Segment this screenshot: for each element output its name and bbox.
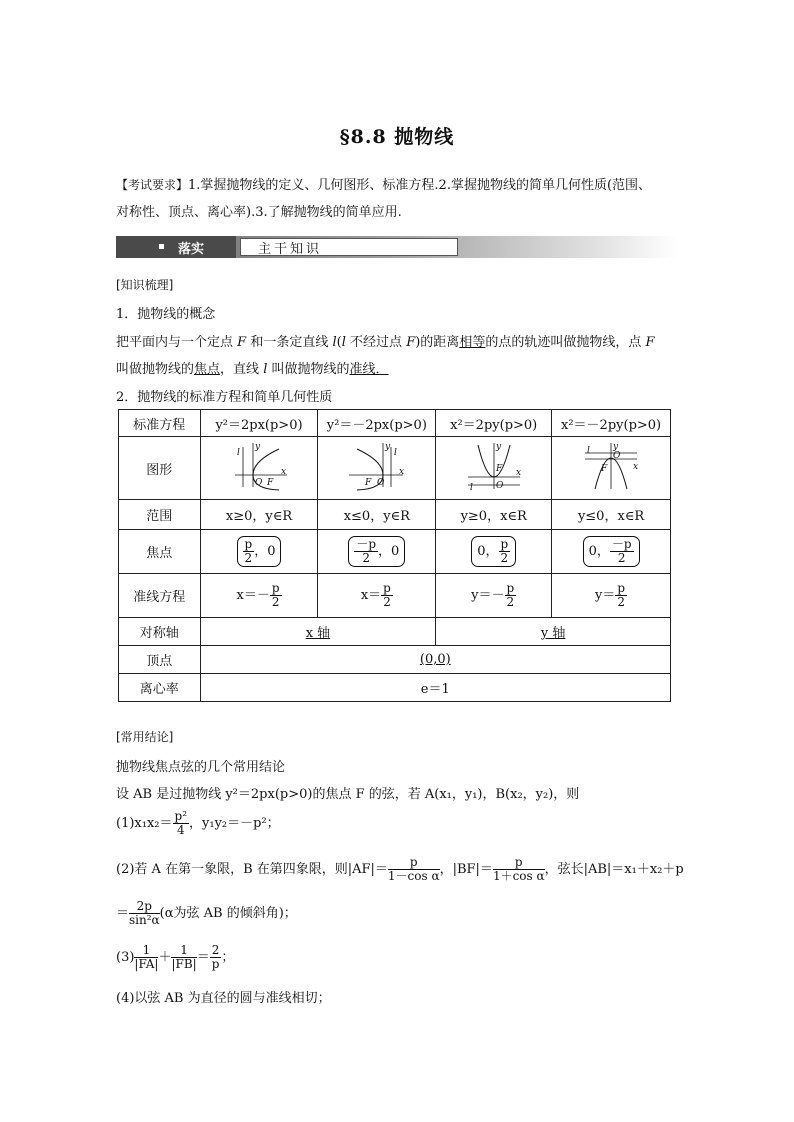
table-row [119, 618, 671, 646]
parabola-down-graph [581, 441, 641, 491]
table-row [119, 674, 671, 702]
focus-cell: $\frac{p}{2}$ ，0 [200, 530, 318, 574]
directrix-cell: x＝－ $\frac{p}{2}$ [200, 574, 318, 618]
svg-text:F: F [364, 478, 372, 488]
svg-text:x: x [633, 462, 639, 472]
requirements-line-1: 1.掌握抛物线的定义、几何图形、标准方程.2.掌握抛物线的简单几何性质(范围、 [188, 178, 652, 193]
directrix-term: 准线． [349, 362, 389, 377]
range-cell: x≥0，y∈R [200, 500, 318, 530]
svg-text:y: y [495, 442, 501, 452]
conclusions-setup: 设 AB 是过抛物线 y²＝2px(p>0)的焦点 F 的弦，若 A(x₁，y₁)，B(x₂，y₂)，则 [116, 787, 580, 802]
equation-cell: y²＝－2px(p>0) [318, 410, 436, 437]
focus-cell: 0， $\frac{-p}{2}$ [552, 530, 671, 574]
range-cell: y≤0，x∈R [552, 500, 671, 530]
table-title: 2．抛物线的标准方程和简单几何性质 [116, 390, 333, 405]
concept-title: 1．抛物线的概念 [116, 307, 216, 322]
axis-x-cell: x 轴 [200, 618, 436, 646]
focus-cell: $\frac{-p}{2}$ ，0 [318, 530, 436, 574]
table-row [119, 646, 671, 674]
row-label: 顶点 [119, 646, 201, 674]
graph-cell [318, 437, 436, 500]
directrix-cell: x＝ $\frac{p}{2}$ [318, 574, 436, 618]
equal-term: 相等 [459, 335, 486, 350]
directrix-cell: y＝－ $\frac{p}{2}$ [436, 574, 552, 618]
graph-cell [552, 437, 671, 500]
focus-cell: 0， $\frac{p}{2}$ [436, 530, 552, 574]
row-label: 焦点 [119, 530, 201, 574]
eccentricity-cell: e＝1 [200, 674, 670, 702]
parabola-right-graph [229, 441, 289, 491]
row-label: 图形 [119, 437, 201, 500]
axis-y-cell: y 轴 [436, 618, 671, 646]
svg-text:O: O [613, 451, 621, 461]
svg-text:x: x [398, 467, 404, 477]
properties-table [118, 409, 671, 702]
table-row [119, 574, 671, 618]
row-label: 范围 [119, 500, 201, 530]
table-row [119, 530, 671, 574]
conclusions-intro: 抛物线焦点弦的几个常用结论 [116, 760, 286, 775]
svg-text:l: l [237, 448, 240, 458]
requirements-tag: 【考试要求】 [116, 178, 189, 192]
svg-text:y: y [255, 442, 261, 452]
page-title: §8.8 抛物线 [339, 126, 455, 148]
svg-text:y: y [384, 442, 390, 452]
svg-text:F: F [267, 478, 274, 488]
parabola-left-graph [347, 441, 407, 491]
square-bullet-icon [159, 244, 164, 249]
concept-line-1: 把平面内与一个定点 F 和一条定直线 l(l 不经过点 F)的距离相等的点的轨迹叫做抛物线，点 F [116, 335, 655, 350]
svg-text:O: O [376, 478, 385, 488]
conclusions-tag: [常用结论] [116, 730, 174, 744]
svg-text:l: l [587, 446, 590, 456]
svg-text:O: O [255, 478, 263, 488]
svg-text:l: l [469, 483, 473, 491]
svg-text:F: F [601, 464, 608, 474]
equation-cell: x²＝2py(p>0) [436, 410, 552, 437]
parabola-up-graph [464, 441, 524, 491]
svg-text:l: l [393, 448, 397, 458]
graph-cell [436, 437, 552, 500]
banner-label-1: 落实 [178, 242, 205, 257]
table-row [119, 437, 671, 500]
equation-cell: x²＝－2py(p>0) [552, 410, 671, 437]
svg-text:x: x [515, 468, 521, 478]
row-label: 标准方程 [119, 410, 201, 437]
equation-cell: y²＝2px(p>0) [200, 410, 318, 437]
knowledge-tag: [知识梳理] [116, 278, 174, 292]
section-banner [116, 236, 678, 258]
conclusion-3: (3) $\frac{1}{|FA|}$ ＋ $\frac{1}{|FB|}$ ＝ $\frac{2}{p}$ ； [116, 943, 235, 971]
requirements-line-2: 对称性、顶点、离心率).3.了解抛物线的简单应用. [116, 205, 402, 220]
concept-line-2: 叫做抛物线的焦点，直线 l 叫做抛物线的准线． [116, 362, 389, 377]
conclusion-4: (4)以弦 AB 为直径的圆与准线相切； [116, 991, 331, 1006]
banner-label-2: 主干知识 [258, 242, 323, 257]
directrix-cell: y＝ $\frac{p}{2}$ [552, 574, 671, 618]
range-cell: y≥0，x∈R [436, 500, 552, 530]
range-cell: x≤0，y∈R [318, 500, 436, 530]
conclusion-2-continued: ＝ $\frac{2p}{\text{sin²α}}$ (α为弦 AB 的倾斜角)； [116, 899, 297, 927]
conclusion-2: (2)若 A 在第一象限，B 在第四象限，则|AF|＝ $\frac{p}{\text{1－cos α}}$ ，|BF|＝ $\frac{p}{\text{1＋cos α}}$ ，弦长|AB|＝x₁＋x₂＋p [116, 855, 684, 883]
svg-text:y: y [613, 442, 619, 452]
row-label: 对称轴 [119, 618, 201, 646]
row-label: 离心率 [119, 674, 201, 702]
exam-requirements [116, 172, 682, 226]
table-row [119, 410, 671, 437]
svg-text:x: x [281, 467, 287, 477]
svg-text:O: O [495, 481, 504, 491]
vertex-cell: (0,0) [200, 646, 670, 674]
focus-term: 焦点 [194, 362, 221, 377]
table-row [119, 500, 671, 530]
row-label: 准线方程 [119, 574, 201, 618]
conclusion-1: (1)x₁x₂＝ $\frac{\text{p²}}{4}$ ，y₁y₂＝－p²； [116, 809, 280, 837]
svg-text:F: F [495, 464, 502, 474]
graph-cell [200, 437, 318, 500]
